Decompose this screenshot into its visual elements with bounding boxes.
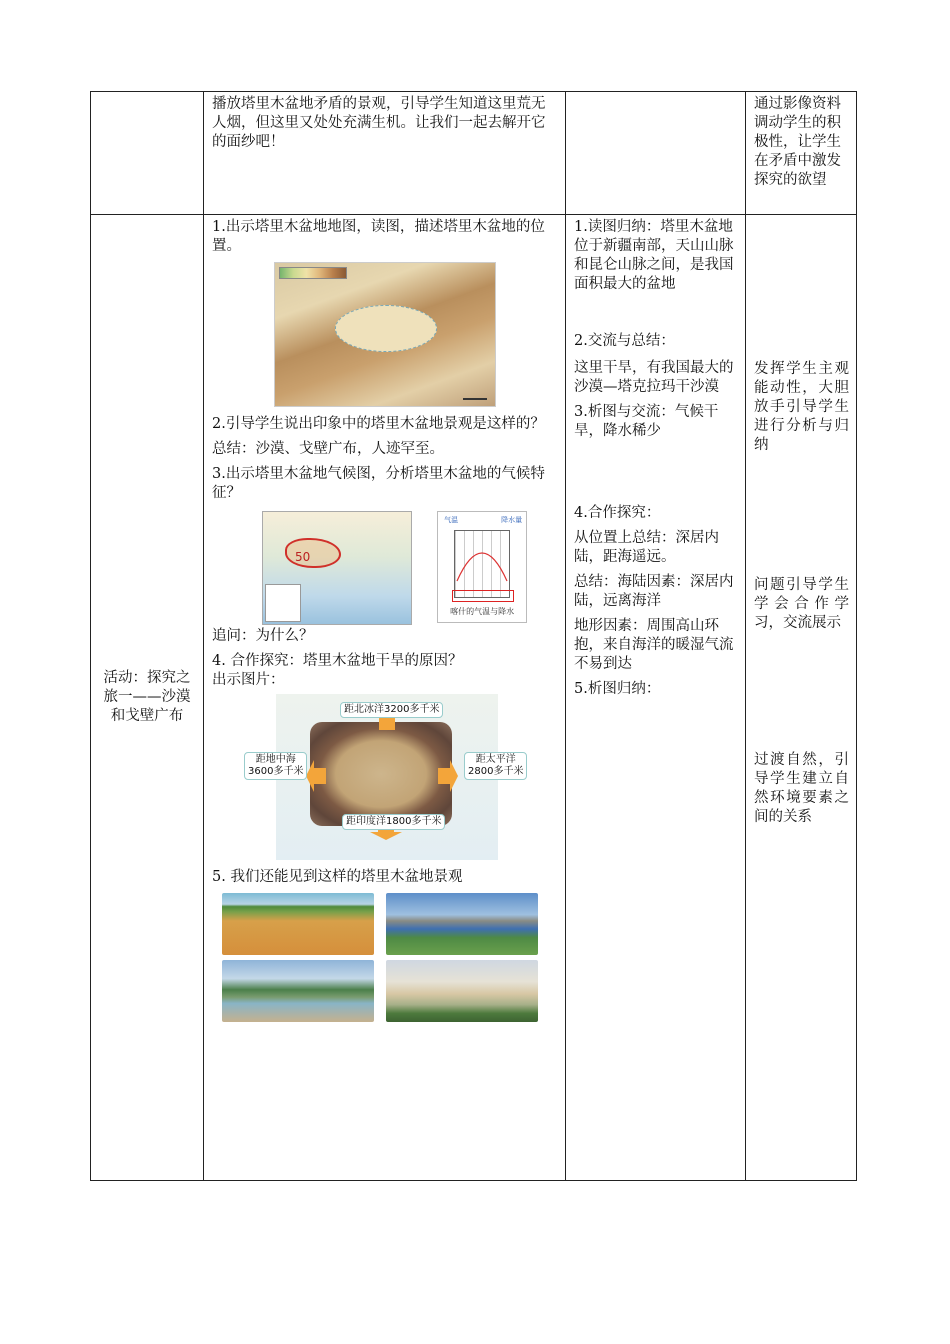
intent-text: 通过影像资料调动学生的积极性，让学生在矛盾中激发探究的欲望 <box>754 96 841 188</box>
teacher-followup: 追问：为什么？ <box>212 628 314 644</box>
tarim-basin-map-image <box>274 262 496 407</box>
west-sea-label-line1: 距地中海 <box>255 754 296 765</box>
student-step-2-body: 这里干旱，有我国最大的沙漠—塔克拉玛干沙漠 <box>574 360 734 395</box>
scale-bar <box>463 398 487 400</box>
design-intent-cell <box>746 92 857 215</box>
teacher-step-4: 4. 合作探究：塔里木盆地干旱的原因？ <box>212 653 463 669</box>
teacher-text: 播放塔里木盆地矛盾的景观，引导学生知道这里荒无人烟，但这里又处处充满生机。让我们一起去解开它的面纱吧！ <box>212 96 546 150</box>
student-step-4-c: 地形因素：周围高山环抱，来自海洋的暖湿气流不易到达 <box>574 618 734 672</box>
precipitation-axis-label: 降水量 <box>501 516 523 524</box>
teacher-activity-cell <box>204 215 566 1181</box>
desert-oasis-photo <box>222 893 374 955</box>
isohyet-label: 50 <box>295 550 311 564</box>
north-ocean-label: 距北冰洋3200多千米 <box>340 702 443 718</box>
climate-plot-area <box>454 530 510 598</box>
teacher-step-1: 1.出示塔里木盆地地图，读图，描述塔里木盆地的位置。 <box>212 219 545 254</box>
student-step-5: 5.析图归纳： <box>574 681 661 697</box>
teacher-step-3: 3.出示塔里木盆地气候图，分析塔里木盆地的气候特征？ <box>212 466 545 501</box>
lesson-plan-table <box>90 91 857 1181</box>
east-ocean-label-line1: 距太平洋 <box>475 754 516 765</box>
intent-3: 过渡自然，引导学生建立自然环境要素之间的关系 <box>754 752 849 825</box>
dune-oasis-photo <box>386 960 538 1022</box>
precipitation-highlight <box>452 590 514 602</box>
table-row <box>91 215 857 1181</box>
temperature-axis-label: 气温 <box>444 516 459 524</box>
activity-name-cell <box>91 215 204 1181</box>
student-step-2: 2.交流与总结： <box>574 333 675 349</box>
student-step-4: 4.合作探究： <box>574 505 661 521</box>
student-activity-cell <box>566 92 746 215</box>
east-ocean-label-line2: 2800多千米 <box>468 766 524 777</box>
climate-figures <box>212 511 558 625</box>
student-step-3: 3.析图与交流：气候干旱，降水稀少 <box>574 404 719 439</box>
west-sea-label <box>244 752 307 780</box>
basin-outline <box>335 305 437 352</box>
table-row <box>91 92 857 215</box>
west-sea-label-line2: 3600多千米 <box>248 766 304 777</box>
east-ocean-label <box>464 752 527 780</box>
south-ocean-label: 距印度洋1800多千米 <box>342 814 445 830</box>
china-precipitation-map-image <box>262 511 412 625</box>
grassland-lake-photo <box>386 893 538 955</box>
tarim-highlight <box>285 538 341 568</box>
student-activity-cell <box>566 215 746 1181</box>
teacher-activity-cell <box>204 92 566 215</box>
teacher-step-5: 5. 我们还能见到这样的塔里木盆地景观 <box>212 869 463 885</box>
map-key <box>265 584 301 622</box>
intent-2: 问题引导学生学会合作学习，交流展示 <box>754 577 849 631</box>
kashgar-climate-chart-image <box>437 511 527 623</box>
teacher-step-4-show: 出示图片： <box>212 672 285 688</box>
teacher-step-2: 2.引导学生说出印象中的塔里木盆地景观是这样的？ <box>212 416 545 432</box>
intent-1: 发挥学生主观能动性，大胆放手引导学生进行分析与归纳 <box>754 361 849 453</box>
distance-to-ocean-map-image <box>248 694 524 860</box>
temperature-curve <box>455 531 509 597</box>
elevation-legend <box>279 267 347 279</box>
teacher-step-2-summary: 总结：沙漠、戈壁广布，人迹罕至。 <box>212 441 444 457</box>
landscape-photos <box>222 893 542 1022</box>
design-intent-cell <box>746 215 857 1181</box>
river-poplar-photo <box>222 960 374 1022</box>
student-step-4-a: 从位置上总结：深居内陆，距海遥远。 <box>574 530 719 565</box>
climate-caption: 喀什的气温与降水 <box>450 607 515 616</box>
student-step-4-b: 总结：海陆因素：深居内陆，远离海洋 <box>574 574 734 609</box>
activity-name: 活动：探究之旅一——沙漠和戈壁广布 <box>103 670 191 724</box>
student-step-1: 1.读图归纳：塔里木盆地位于新疆南部，天山山脉和昆仑山脉之间，是我国面积最大的盆地 <box>574 219 734 292</box>
activity-cell-empty <box>91 92 204 215</box>
